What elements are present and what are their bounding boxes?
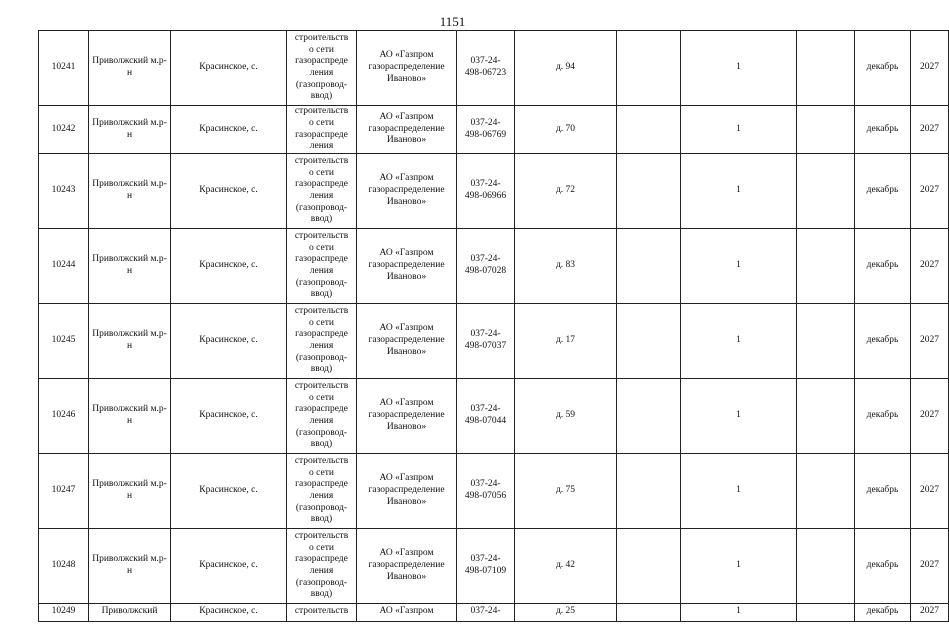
row-number-cell: 10245 [39, 304, 89, 379]
object-code-cell: 037-24- 498-07044 [457, 379, 515, 454]
settlement-cell: Красинское, с. [171, 229, 287, 304]
work-type-cell: строительств о сети газораспреде ления (газопровод- ввод) [287, 304, 357, 379]
object-code-cell: 037-24- 498-06966 [457, 154, 515, 229]
table-row [39, 379, 949, 454]
empty-cell [617, 31, 681, 106]
table-row [39, 604, 949, 622]
year-cell: 2027 [911, 529, 949, 604]
month-cell: декабрь [855, 106, 911, 154]
registry-table [38, 30, 949, 622]
quantity-cell: 1 [681, 529, 797, 604]
district-cell: Приволжский м.р-н [89, 379, 171, 454]
organization-cell: АО «Газпром газораспределение Иваново» [357, 154, 457, 229]
table-row [39, 304, 949, 379]
year-cell: 2027 [911, 229, 949, 304]
empty-cell [617, 106, 681, 154]
work-type-cell: строительств о сети газораспреде ления (газопровод- ввод) [287, 31, 357, 106]
table-row [39, 229, 949, 304]
month-cell: декабрь [855, 229, 911, 304]
year-cell: 2027 [911, 106, 949, 154]
year-cell: 2027 [911, 454, 949, 529]
table-row [39, 454, 949, 529]
row-number-cell: 10248 [39, 529, 89, 604]
quantity-cell: 1 [681, 31, 797, 106]
empty-cell [617, 304, 681, 379]
empty-cell [617, 229, 681, 304]
work-type-cell: строительств [287, 604, 357, 622]
object-code-cell: 037-24- 498-07109 [457, 529, 515, 604]
quantity-cell: 1 [681, 154, 797, 229]
organization-cell: АО «Газпром газораспределение Иваново» [357, 529, 457, 604]
object-code-cell: 037-24- 498-07028 [457, 229, 515, 304]
empty-cell [797, 454, 855, 529]
work-type-cell: строительств о сети газораспреде ления [287, 106, 357, 154]
quantity-cell: 1 [681, 304, 797, 379]
house-number-cell: д. 72 [515, 154, 617, 229]
organization-cell: АО «Газпром газораспределение Иваново» [357, 304, 457, 379]
page-number: 1151 [439, 14, 466, 29]
work-type-cell: строительств о сети газораспреде ления (газопровод- ввод) [287, 529, 357, 604]
empty-cell [797, 106, 855, 154]
empty-cell [617, 529, 681, 604]
quantity-cell: 1 [681, 229, 797, 304]
empty-cell [617, 379, 681, 454]
settlement-cell: Красинское, с. [171, 604, 287, 622]
settlement-cell: Красинское, с. [171, 304, 287, 379]
row-number-cell: 10249 [39, 604, 89, 622]
month-cell: декабрь [855, 304, 911, 379]
work-type-cell: строительств о сети газораспреде ления (газопровод- ввод) [287, 229, 357, 304]
house-number-cell: д. 25 [515, 604, 617, 622]
house-number-cell: д. 83 [515, 229, 617, 304]
row-number-cell: 10243 [39, 154, 89, 229]
organization-cell: АО «Газпром газораспределение Иваново» [357, 454, 457, 529]
settlement-cell: Красинское, с. [171, 31, 287, 106]
year-cell: 2027 [911, 31, 949, 106]
year-cell: 2027 [911, 304, 949, 379]
settlement-cell: Красинское, с. [171, 454, 287, 529]
empty-cell [617, 604, 681, 622]
row-number-cell: 10247 [39, 454, 89, 529]
year-cell: 2027 [911, 154, 949, 229]
month-cell: декабрь [855, 154, 911, 229]
quantity-cell: 1 [681, 106, 797, 154]
row-number-cell: 10244 [39, 229, 89, 304]
month-cell: декабрь [855, 379, 911, 454]
house-number-cell: д. 94 [515, 31, 617, 106]
district-cell: Приволжский м.р-н [89, 529, 171, 604]
house-number-cell: д. 75 [515, 454, 617, 529]
settlement-cell: Красинское, с. [171, 154, 287, 229]
empty-cell [617, 154, 681, 229]
table-row [39, 154, 949, 229]
empty-cell [797, 304, 855, 379]
month-cell: декабрь [855, 604, 911, 622]
row-number-cell: 10241 [39, 31, 89, 106]
table-row [39, 529, 949, 604]
empty-cell [797, 154, 855, 229]
quantity-cell: 1 [681, 379, 797, 454]
table-body [39, 31, 949, 622]
month-cell: декабрь [855, 31, 911, 106]
year-cell: 2027 [911, 379, 949, 454]
object-code-cell: 037-24- [457, 604, 515, 622]
district-cell: Приволжский [89, 604, 171, 622]
district-cell: Приволжский м.р-н [89, 106, 171, 154]
quantity-cell: 1 [681, 454, 797, 529]
object-code-cell: 037-24- 498-06769 [457, 106, 515, 154]
object-code-cell: 037-24- 498-07056 [457, 454, 515, 529]
year-cell: 2027 [911, 604, 949, 622]
empty-cell [797, 379, 855, 454]
organization-cell: АО «Газпром газораспределение Иваново» [357, 106, 457, 154]
organization-cell: АО «Газпром [357, 604, 457, 622]
table-row [39, 31, 949, 106]
month-cell: декабрь [855, 454, 911, 529]
district-cell: Приволжский м.р-н [89, 31, 171, 106]
organization-cell: АО «Газпром газораспределение Иваново» [357, 229, 457, 304]
empty-cell [797, 229, 855, 304]
house-number-cell: д. 59 [515, 379, 617, 454]
empty-cell [617, 454, 681, 529]
row-number-cell: 10246 [39, 379, 89, 454]
work-type-cell: строительств о сети газораспреде ления (газопровод- ввод) [287, 379, 357, 454]
settlement-cell: Красинское, с. [171, 379, 287, 454]
organization-cell: АО «Газпром газораспределение Иваново» [357, 379, 457, 454]
object-code-cell: 037-24- 498-07037 [457, 304, 515, 379]
quantity-cell: 1 [681, 604, 797, 622]
month-cell: декабрь [855, 529, 911, 604]
district-cell: Приволжский м.р-н [89, 154, 171, 229]
work-type-cell: строительств о сети газораспреде ления (газопровод- ввод) [287, 154, 357, 229]
object-code-cell: 037-24- 498-06723 [457, 31, 515, 106]
district-cell: Приволжский м.р-н [89, 454, 171, 529]
row-number-cell: 10242 [39, 106, 89, 154]
settlement-cell: Красинское, с. [171, 106, 287, 154]
empty-cell [797, 31, 855, 106]
work-type-cell: строительств о сети газораспреде ления (газопровод- ввод) [287, 454, 357, 529]
house-number-cell: д. 17 [515, 304, 617, 379]
house-number-cell: д. 42 [515, 529, 617, 604]
organization-cell: АО «Газпром газораспределение Иваново» [357, 31, 457, 106]
district-cell: Приволжский м.р-н [89, 304, 171, 379]
settlement-cell: Красинское, с. [171, 529, 287, 604]
empty-cell [797, 604, 855, 622]
house-number-cell: д. 70 [515, 106, 617, 154]
table-row [39, 106, 949, 154]
district-cell: Приволжский м.р-н [89, 229, 171, 304]
empty-cell [797, 529, 855, 604]
